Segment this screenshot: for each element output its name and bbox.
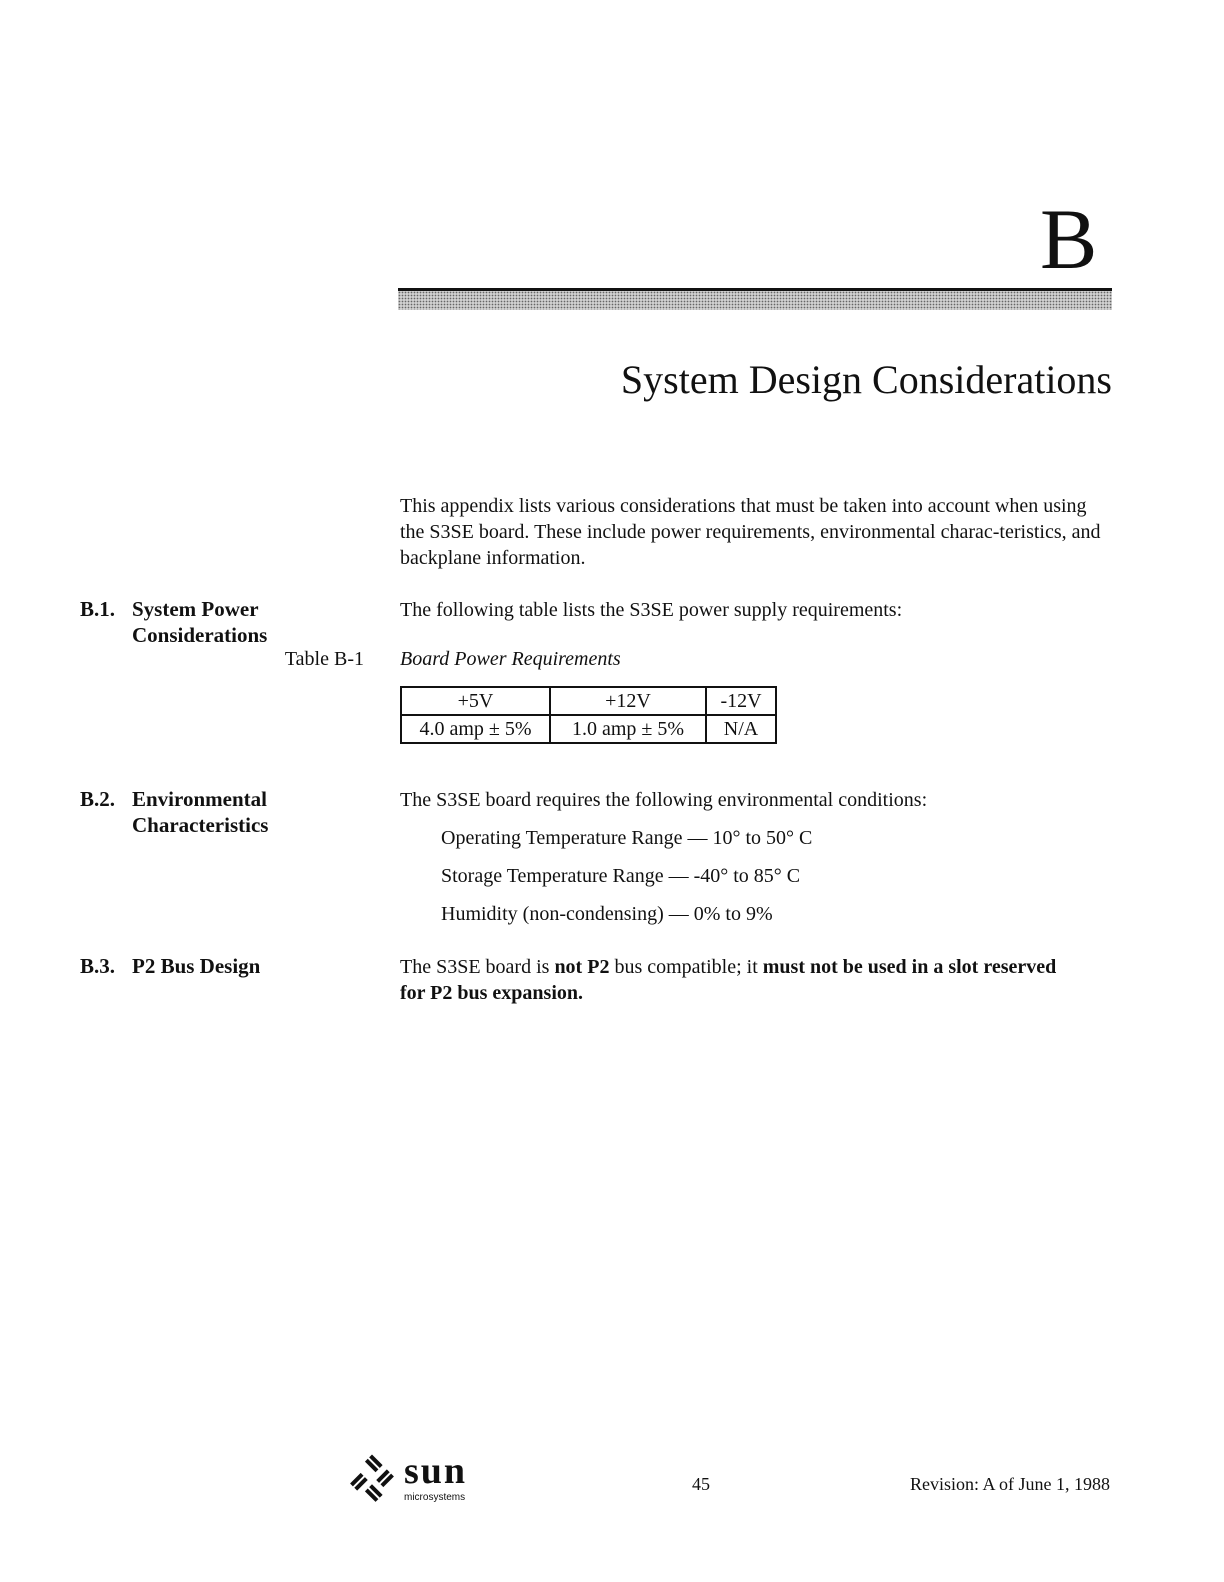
- power-table: [400, 686, 777, 744]
- bus-paragraph: [400, 954, 1060, 1006]
- table-label: Table B-1: [284, 648, 364, 670]
- section-title-line2: Characteristics: [132, 813, 269, 837]
- environment-paragraph: The S3SE board requires the following environmental conditions:: [400, 789, 928, 811]
- page-number: 45: [692, 1474, 710, 1494]
- list-item: Storage Temperature Range — -40° to 85° C: [441, 865, 801, 887]
- table-header-cell: +5V: [401, 687, 550, 715]
- section-title-line1: System Power: [132, 597, 259, 621]
- section-number: B.2.: [80, 787, 116, 811]
- table-header-cell: -12V: [706, 687, 776, 715]
- sun-logo-icon: [344, 1452, 400, 1508]
- bus-text-bold: must not be used in a slot reserved for P2 bus expansion.: [400, 956, 1057, 1004]
- power-paragraph: The following table lists the S3SE power supply requirements:: [400, 599, 903, 621]
- table-header-cell: +12V: [550, 687, 706, 715]
- table-cell: 1.0 amp ± 5%: [550, 715, 706, 743]
- bus-text: The S3SE board is: [400, 956, 555, 978]
- chapter-letter: B: [1040, 191, 1098, 287]
- section-title-line1: Environmental: [132, 787, 267, 811]
- page-title: System Design Considerations: [620, 357, 1112, 402]
- intro-paragraph: This appendix lists various considerations that must be taken into account when using the S3SE board. These include power requirements, environmental charac-teristics, and backplane information.: [400, 495, 1101, 569]
- revision-note: Revision: A of June 1, 1988: [909, 1474, 1110, 1494]
- bus-text: bus compatible; it: [609, 956, 763, 978]
- table-row: [401, 715, 776, 743]
- section-heading-environment: [80, 786, 380, 838]
- table-caption: Board Power Requirements: [400, 648, 621, 670]
- list-item: Humidity (non-condensing) — 0% to 9%: [441, 903, 773, 925]
- table-header-row: [401, 687, 776, 715]
- chapter-rule: [398, 288, 1112, 310]
- table-cell: 4.0 amp ± 5%: [401, 715, 550, 743]
- section-title-line2: Considerations: [132, 623, 268, 647]
- section-title: P2 Bus Design: [132, 954, 261, 978]
- section-number: B.1.: [80, 597, 116, 621]
- list-item: Operating Temperature Range — 10° to 50° C: [441, 827, 813, 849]
- bus-text-bold: not P2: [554, 956, 610, 978]
- logo-wordmark: sun: [404, 1450, 468, 1492]
- table-cell: N/A: [706, 715, 776, 743]
- section-heading-bus: [80, 953, 380, 979]
- section-heading-power: [80, 596, 380, 648]
- logo-subtitle: microsystems: [404, 1492, 466, 1503]
- section-number: B.3.: [80, 954, 116, 978]
